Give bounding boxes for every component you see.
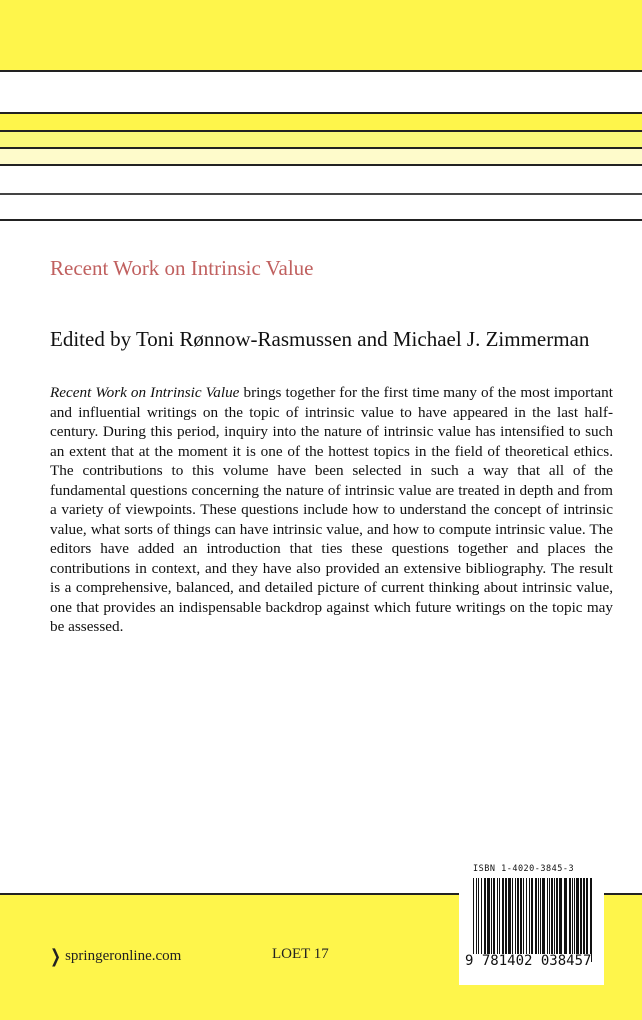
chevron-right-icon: ❯ [50, 946, 61, 967]
barcode-bar [551, 878, 553, 954]
barcode-bars [467, 878, 597, 962]
barcode-bar [547, 878, 548, 954]
book-description [50, 383, 613, 637]
website-label: springeronline.com [65, 948, 182, 964]
divider [0, 70, 642, 72]
barcode [459, 858, 604, 985]
barcode-bar [572, 878, 573, 954]
barcode-bar [586, 878, 588, 954]
barcode-bar [515, 878, 516, 954]
editors: Edited by Toni Rønnow-Rasmussen and Michael J. Zimmerman [50, 327, 590, 351]
barcode-bar [559, 878, 562, 954]
barcode-bar [564, 878, 567, 954]
barcode-bar [517, 878, 519, 954]
barcode-bar [569, 878, 571, 954]
barcode-bar [583, 878, 585, 954]
barcode-bar [574, 878, 575, 954]
barcode-bar [508, 878, 511, 954]
divider [0, 193, 642, 195]
barcode-bar [535, 878, 537, 962]
barcode-bar [538, 878, 539, 954]
website[interactable] [48, 946, 181, 967]
blurb-italic-title: Recent Work on Intrinsic Value [50, 384, 240, 401]
yellow-stripe-mid [0, 132, 642, 147]
barcode-bar [478, 878, 479, 954]
book-title: Recent Work on Intrinsic Value [50, 256, 314, 280]
barcode-bar [549, 878, 550, 954]
barcode-bar [473, 878, 474, 962]
barcode-bar [556, 878, 558, 954]
barcode-bar [487, 878, 490, 954]
barcode-bar [542, 878, 545, 954]
barcode-bar [476, 878, 477, 962]
barcode-bar [491, 878, 492, 954]
barcode-bar [520, 878, 522, 954]
barcode-digits: 9 781402 038457 [465, 953, 592, 969]
top-yellow-band [0, 0, 642, 70]
barcode-bar [499, 878, 500, 954]
barcode-bar [540, 878, 541, 954]
barcode-bar [512, 878, 513, 954]
barcode-bar [481, 878, 482, 954]
barcode-bar [497, 878, 498, 954]
barcode-bar [576, 878, 579, 954]
barcode-bar [505, 878, 507, 954]
yellow-stripe-light [0, 149, 642, 164]
barcode-bar [580, 878, 582, 954]
blurb-text: brings together for the first time many of the most important and influential writings on the topic of intrinsic value to have appeared in the last half-century. During this period, inquiry into the nature of intrinsic value has intensified to such an extent that at the moment it is one of the hottest topics in the field of theoretical ethics. The contributions to this volume have been selected in such a way that all of the fundamental questions concerning the nature of intrinsic value are treated in depth and from a variety of viewpoints. These questions include how to understand the concept of intrinsic value, what sorts of things can have intrinsic value, and how to compute intrinsic value. The editors have added an introduction that ties these questions together and places the contributions in context, and they have also provided an extensive bibliography. The result is a comprehensive, balanced, and detailed picture of current thinking about intrinsic value, one that provides an indispensable backdrop against which future writings on the topic may be assessed. [50, 384, 613, 635]
barcode-bar [590, 878, 592, 962]
barcode-bar [531, 878, 533, 962]
divider [0, 219, 642, 221]
series-number: LOET 17 [272, 946, 329, 962]
barcode-bar [493, 878, 495, 954]
barcode-bar [529, 878, 530, 954]
barcode-bar [526, 878, 527, 954]
barcode-bar [554, 878, 555, 954]
yellow-stripe [0, 114, 642, 130]
barcode-bar [502, 878, 504, 954]
barcode-bar [523, 878, 524, 954]
isbn-label: ISBN 1-4020-3845-3 [473, 864, 575, 874]
divider [0, 164, 642, 166]
barcode-bar [484, 878, 486, 954]
